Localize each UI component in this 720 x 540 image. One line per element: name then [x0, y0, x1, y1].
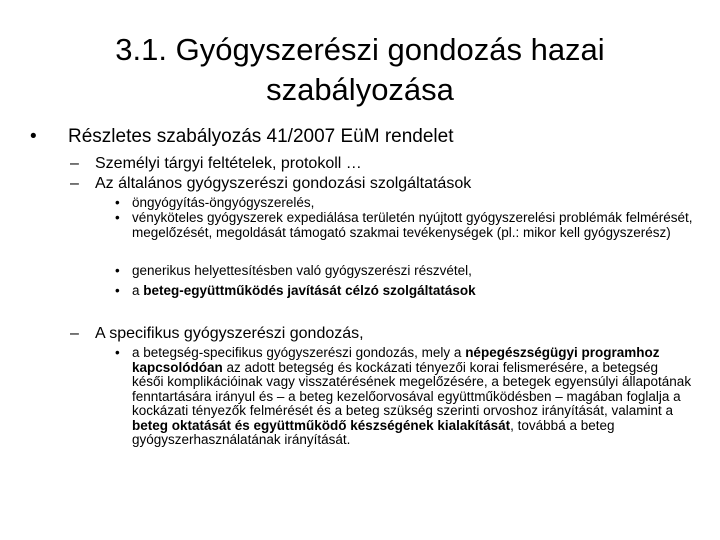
bullet-glyph: • [30, 126, 37, 147]
dash-glyph: – [70, 325, 79, 342]
sub-sub-bullet-text [132, 284, 692, 299]
specific-item-text [132, 346, 692, 448]
bullet-glyph: • [115, 345, 120, 360]
dash-glyph: – [70, 155, 79, 172]
sub-sub-bullet-text: vényköteles gyógyszerek expediálása területén nyújtott gyógyszerelési problémák felmérését, megelőzését, megoldását támogató szakmai tevékenységek (pl.: mikor kell gyógyszerész) [132, 210, 693, 240]
text-part: a [132, 283, 144, 298]
dash-glyph: – [70, 175, 79, 192]
bullet-glyph: • [115, 283, 120, 298]
sub-bullet-text: Személyi tárgyi feltételek, protokoll … [95, 155, 362, 172]
main-bullet [30, 126, 690, 148]
bullet-glyph: • [115, 210, 120, 225]
sub-sub-bullet-text: öngyógyítás-öngyógyszerelés, [132, 195, 315, 210]
text-part: az adott betegség és kockázati tényezői korai felismerésére, a betegség késői komplikációinak vagy visszatérésének megelőzésére, a betegek egyensúlyi állapotának fenntartására irányul és – a beteg kezelőorvosával együttműködésben – magában foglalja a kockázati tényezők felmérését és a beteg szükség szerinti orvoshoz irányítását, valamint a [132, 359, 692, 418]
bold-text: népegészségügyi programhoz kapcsolódóan [132, 345, 660, 375]
sub-bullet-text: A specifikus gyógyszerészi gondozás, [95, 325, 364, 342]
bullet-glyph: • [115, 263, 120, 278]
bold-text: beteg-együttműködés javítását célzó szolgáltatások [143, 283, 476, 298]
text-part: , továbbá a beteg gyógyszerhasználatának irányítását. [132, 417, 615, 447]
main-bullet-text: Részletes szabályozás 41/2007 EüM rendelet [68, 126, 454, 147]
sub-sub-bullet-text: generikus helyettesítésben való gyógyszerészi részvétel, [132, 263, 472, 278]
slide-title: 3.1. Gyógyszerészi gondozás hazai szabályozása [115, 32, 605, 107]
bold-text: beteg oktatását és együttműködő készségének kialakítását [132, 417, 511, 433]
bullet-glyph: • [115, 195, 120, 210]
text-part: a betegség-specifikus gyógyszerészi gondozás, mely a [132, 345, 466, 360]
sub-bullet-text: Az általános gyógyszerészi gondozási szolgáltatások [95, 175, 472, 192]
